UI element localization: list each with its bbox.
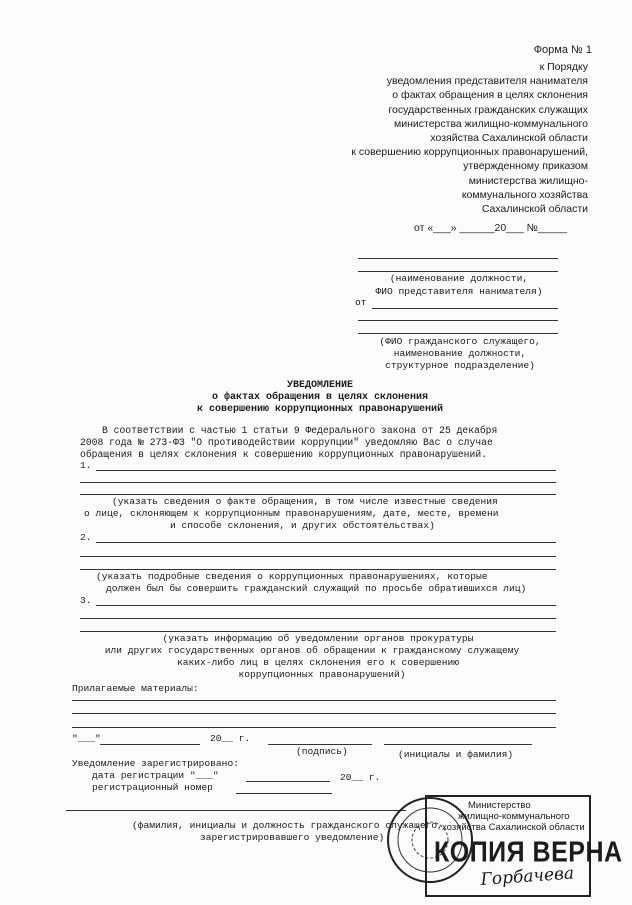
- registration-date: дата регистрации "___": [92, 770, 219, 781]
- fill-line: [72, 713, 556, 714]
- stamp-org: хозяйства Сахалинской области: [442, 822, 585, 833]
- item-note: должен был бы совершить гражданский служащий по просьбе обратившихся лиц): [106, 583, 527, 594]
- handwritten-signature: Горбачева: [480, 863, 575, 890]
- body-paragraph: 2008 года № 273-ФЗ "О противодействии коррупции" уведомляю Вас о случае: [80, 437, 493, 448]
- stamp-copy-text: КОПИЯ ВЕРНА: [434, 836, 623, 869]
- header-line: утвержденному приказом: [463, 160, 588, 173]
- attachments-label: Прилагаемые материалы:: [72, 683, 199, 694]
- document-title: УВЕДОМЛЕНИЕ: [286, 380, 353, 391]
- registrar-caption: (фамилия, инициалы и должность гражданского служащего,: [132, 820, 443, 831]
- registrar-caption: зарегистрировавшего уведомление): [200, 832, 385, 843]
- body-paragraph: В соответствии с частью 1 статьи 9 Федерального закона от 25 декабря: [102, 425, 498, 436]
- header-line: о фактах обращения в целях склонения: [392, 89, 588, 102]
- header-date-line: от «___» ______20___ №_____: [414, 222, 568, 234]
- fill-line: [72, 727, 556, 728]
- registrar-line: [66, 810, 406, 811]
- header-line: хозяйства Сахалинской области: [430, 132, 588, 145]
- header-line: Сахалинской области: [481, 203, 588, 216]
- fill-line: [246, 781, 330, 782]
- item-note: коррупционных правонарушений): [238, 669, 406, 680]
- header-line: к совершению коррупционных правонарушений,: [351, 146, 588, 159]
- employee-line: [372, 308, 558, 309]
- item-note: (указать сведения о факте обращения, в том числе известные сведения: [112, 496, 498, 507]
- fill-line: [72, 700, 556, 701]
- header-line: к Порядку: [539, 61, 588, 73]
- item-number: 3.: [80, 595, 92, 606]
- fill-line: [80, 631, 556, 632]
- item-note: или других государственных органов об обращении к гражданскому служащему: [104, 645, 520, 656]
- item-note: о лице, склоняющем к коррупционным правонарушениям, дате, месте, времени: [84, 508, 499, 519]
- employer-caption: ФИО представителя нанимателя): [375, 286, 543, 297]
- document-subtitle: к совершению коррупционных правонарушений: [196, 404, 444, 415]
- item-note: (указать подробные сведения о коррупционных правонарушениях, которые: [96, 571, 488, 582]
- item-note: и способе склонения, и других обстоятельствах): [170, 520, 435, 531]
- employee-caption: структурное подразделение): [385, 360, 535, 371]
- registration-year: 20__ г.: [340, 772, 381, 783]
- form-number: Форма № 1: [533, 44, 592, 56]
- fill-line: [96, 542, 556, 543]
- header-line: уведомления представителя нанимателя: [386, 75, 588, 88]
- fill-line: [80, 482, 556, 483]
- item-number: 1.: [80, 460, 92, 471]
- item-number: 2.: [80, 532, 92, 543]
- fill-line: [96, 470, 556, 471]
- employee-caption: (ФИО гражданского служащего,: [379, 336, 541, 347]
- header-line: министерства жилищно-коммунального: [394, 117, 588, 130]
- header-line: государственных гражданских служащих: [388, 103, 588, 116]
- from-label: от: [355, 297, 367, 308]
- employee-line: [358, 320, 558, 321]
- employee-line: [358, 333, 558, 334]
- employer-line: [358, 271, 558, 272]
- certification-stamp: [384, 790, 623, 902]
- fill-line: [80, 569, 556, 570]
- item-note: (указать информацию об уведомлении органов прокуратуры: [162, 633, 474, 644]
- registration-number-label: регистрационный номер: [92, 782, 213, 793]
- document-subtitle: о фактах обращения в целях склонения: [211, 392, 429, 403]
- signature-caption: (подпись): [296, 746, 348, 757]
- header-line: коммунального хозяйства: [461, 188, 588, 201]
- fill-line: [100, 744, 200, 745]
- fill-line: [80, 618, 556, 619]
- employee-caption: наименование должности,: [393, 348, 527, 359]
- employer-line: [358, 258, 558, 259]
- item-note: каких-либо лиц в целях склонения его к совершению: [176, 657, 460, 668]
- stamp-org: жилищно-коммунального: [458, 811, 570, 822]
- stamp-org: Министерство: [468, 800, 531, 811]
- body-paragraph: обращения в целях склонения к совершению коррупционных правонарушений.: [80, 449, 487, 460]
- signature-line: [268, 744, 372, 745]
- fill-line: [80, 494, 556, 495]
- fill-line: [96, 605, 556, 606]
- signature-date: "___": [72, 733, 101, 744]
- name-line: [384, 744, 532, 745]
- employer-caption: (наименование должности,: [389, 273, 529, 284]
- registration-label: Уведомление зарегистрировано:: [72, 758, 239, 769]
- header-block: [351, 60, 588, 216]
- signature-year: 20__ г.: [210, 733, 251, 744]
- fill-line: [80, 556, 556, 557]
- fill-line: [236, 793, 332, 794]
- name-caption: (инициалы и фамилия): [398, 749, 514, 760]
- header-line: министерства жилищно-: [468, 174, 588, 187]
